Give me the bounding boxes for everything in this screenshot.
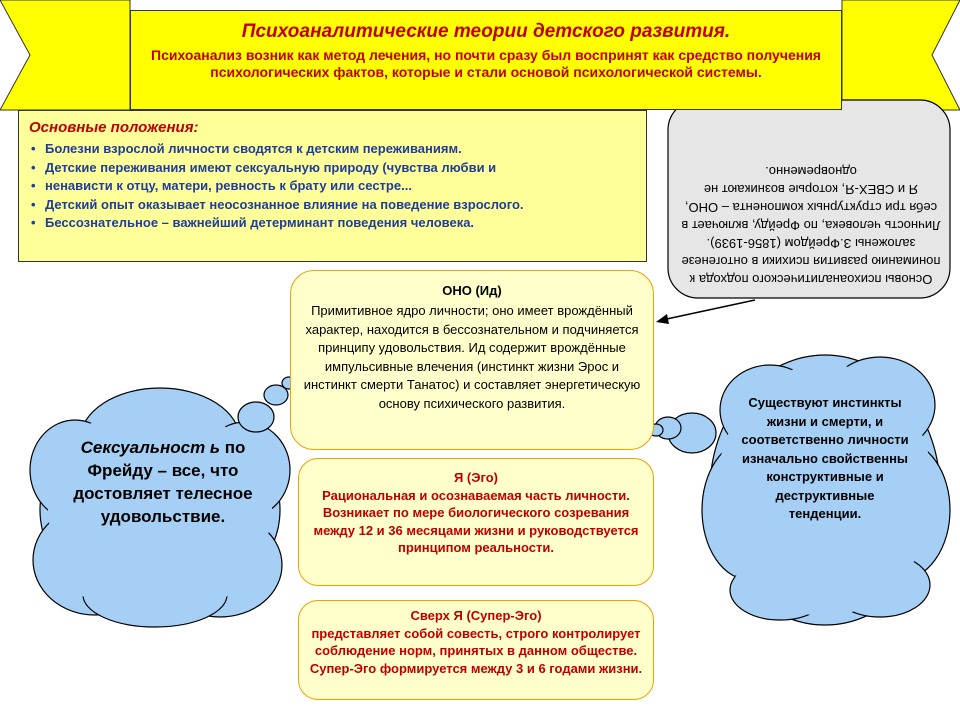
main-positions-list [29, 140, 636, 233]
ego-description: Рациональная и осознаваемая часть личности. Возникает по мере биологического созревания между 12 и 36 месяцами жизни и руководствуется принципом реальности. [313, 487, 639, 555]
banner-ribbon-right [842, 0, 960, 110]
page-title: Психоаналитические теории детского развития. [241, 21, 731, 42]
right-cloud-text: Существуют инстинкты жизни и смерти, и соответственно личности изначально свойственны конструктивные и деструктивные тенденции. [741, 395, 909, 521]
list-item: • ненависти к отцу, матери, ревность к брату или сестре... [29, 177, 636, 196]
speech-bubble-text: Основы психоаналитического подхода к пониманию развития психики в онтогенезе заложены З.Фрейдом (1856-1939). Личность человека, по Фрейду, включает в себя три структурных компонента – ОНО, Я и СВЕХ-Я, которые возникают не одновременно. [681, 164, 941, 287]
id-box [290, 270, 654, 450]
banner-ribbon-left [0, 0, 130, 110]
superego-description: представляет собой совесть, строго контролирует соблюдение норм, принятых в данном обществе. Супер-Эго формируется между 3 и 6 годами жизни. [309, 625, 643, 676]
superego-heading: Сверх Я (Супер-Эго) [410, 608, 542, 623]
left-cloud-italic: Сексуальност ь [80, 438, 220, 457]
title-banner [130, 10, 842, 110]
main-positions-heading: Основные положения: [29, 119, 199, 136]
left-thought-dot-1 [238, 402, 274, 432]
superego-box [298, 600, 654, 700]
list-item: • Бессознательное – важнейший детерминант поведения человека. [29, 214, 636, 233]
ego-heading: Я (Эго) [453, 470, 499, 485]
id-description: Примитивное ядро личности; оно имеет врождённый характер, находится в бессознательном и подчиняется принципу удовольствия. Ид содержит врождённые импульсивные влечения (инстинкт жизни Эрос и инстинкт смерти Танатос) и составляет энергетическую основу психического развития. [303, 303, 641, 411]
page-subtitle: Психоанализ возник как метод лечения, но почти сразу был воспринят как средство получения психологических фактов, которые и стали основой психологической системы. [151, 47, 821, 80]
left-cloud-rest: по Фрейду – все, что достовляет телесное удовольствие. [73, 438, 253, 526]
arrow-bubble-to-id [662, 300, 755, 320]
ego-box [298, 458, 654, 586]
list-item: • Детский опыт оказывает неосознанное влияние на поведение взрослого. [29, 196, 636, 215]
id-heading: ОНО (Ид) [442, 283, 502, 298]
list-item: • Болезни взрослой личности сводятся к детским переживаниям. [29, 140, 636, 159]
main-positions-box [18, 110, 647, 262]
left-cloud-text [60, 436, 266, 528]
list-item: • Детские переживания имеют сексуальную природу (чувства любви и [29, 159, 636, 178]
